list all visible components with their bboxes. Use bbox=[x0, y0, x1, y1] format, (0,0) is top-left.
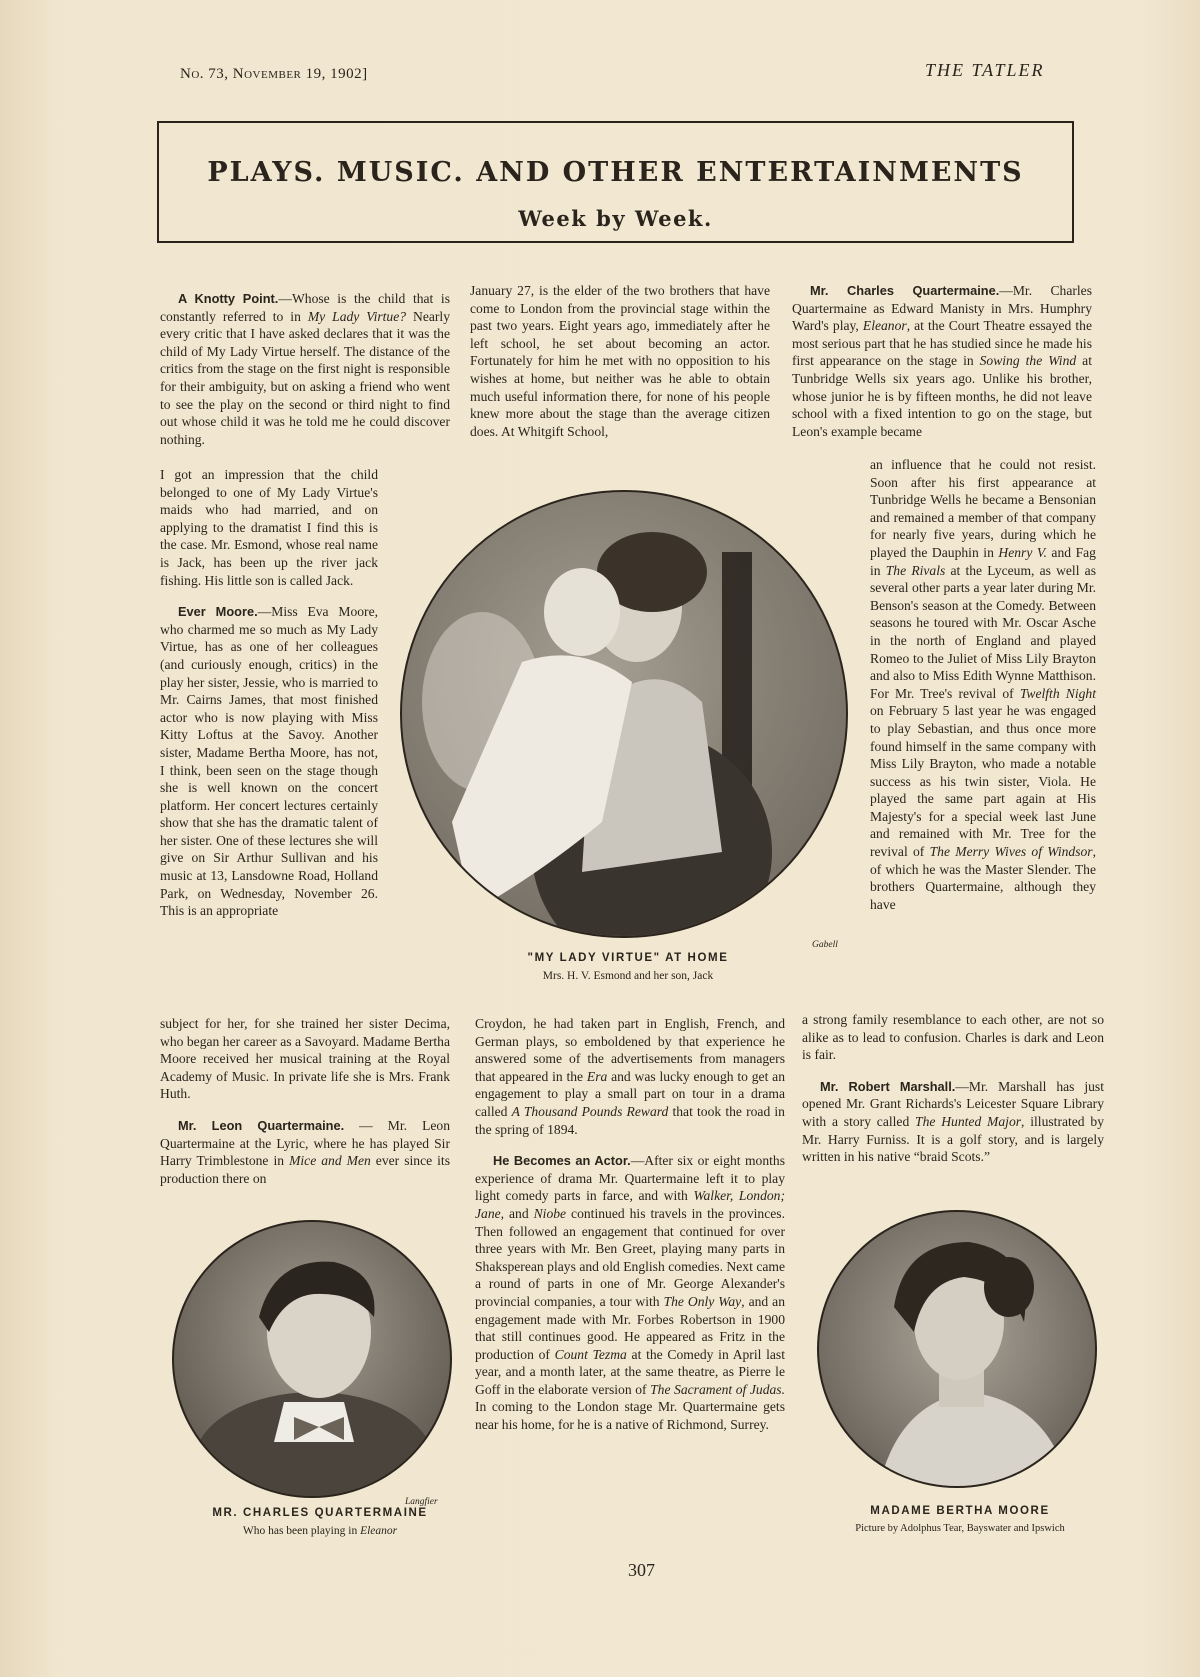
caption-right bbox=[805, 1505, 1115, 1534]
caption-left-sub-text: Who has been playing in bbox=[242, 1525, 358, 1537]
italic-title: My Lady Virtue? bbox=[307, 308, 407, 324]
column-3-narrow bbox=[870, 456, 1096, 921]
caption-center-sub: Mrs. H. V. Esmond and her son, Jack bbox=[542, 970, 714, 982]
text-run: and Fag in bbox=[870, 544, 1096, 578]
lead-leon-quartermaine: Mr. Leon Quartermaine. bbox=[178, 1117, 345, 1133]
column-1-bottom bbox=[160, 1015, 450, 1195]
paragraph-robert-marshall bbox=[802, 1078, 1104, 1166]
issue-line: No. 73, November 19, 1902] bbox=[180, 66, 368, 82]
paragraph-charles-cont bbox=[870, 456, 1096, 913]
text-run: — Mr. Leon Quartermaine at the Lyric, where he has played Sir Harry Trimblestone in bbox=[160, 1117, 451, 1169]
paragraph-croydon bbox=[475, 1015, 785, 1138]
lead-knotty-point: A Knotty Point. bbox=[178, 291, 279, 306]
italic-title: Count Tezma bbox=[554, 1346, 627, 1362]
italic-title: A Thousand Pounds Reward bbox=[511, 1103, 669, 1119]
portrait-man-icon bbox=[174, 1222, 450, 1496]
text-run: —Mr. Marshall has just opened Mr. Grant Richards's Leicester Square Library with a story called bbox=[802, 1078, 1104, 1129]
caption-left-title: MR. CHARLES QUARTERMAINE bbox=[212, 1507, 428, 1519]
text-run: an influence that he could not resist. Soon after his first appearance at Tunbridge Wells he became a Bensonian and remained a member of that company for nearly five years, during which he played the Dauphin in bbox=[870, 457, 1096, 560]
italic-title: Walker, London; Jane, bbox=[475, 1188, 785, 1221]
text-run: that took the road in the spring of 1894. bbox=[475, 1103, 785, 1137]
lead-robert-marshall: Mr. Robert Marshall. bbox=[820, 1078, 956, 1094]
text-run: , of which he was the Master Slender. The brothers Quartermaine, although they have bbox=[870, 844, 1096, 912]
italic-title: The Merry Wives of Windsor bbox=[929, 844, 1093, 860]
text-run: —Whose is the child that is constantly referred to in bbox=[160, 291, 450, 324]
paragraph-ever-moore bbox=[160, 603, 378, 920]
text-run: at Tunbridge Wells six years ago. Unlike his brother, whose junior he is by fifteen months, he did not leave school with a fixed intention to go on the stage, but Leon's example became bbox=[792, 353, 1092, 439]
magazine-name: THE TATLER bbox=[925, 60, 1045, 80]
text-run: continued his travels in the provinces. Then followed an engagement that continued for over three years with Mr. Ben Greet, playing many parts in Shaksperean plays and old English comedies. Next came a round of parts in one of Mr. George Alexander's provincial companies, a tour with bbox=[475, 1205, 785, 1309]
text-run: at the Lyceum, as well as several other parts a year later during Mr. Benson's season at the Comedy. Between seasons he toured with Mr. Oscar Asche in the north of England and played Romeo to the Juliet of Miss Lily Brayton and also to Miss Edith Wynne Matthison. For Mr. Tree's revival of bbox=[870, 562, 1096, 701]
column-2-bottom bbox=[475, 1015, 785, 1442]
text-run: ever since its production there on bbox=[160, 1153, 450, 1186]
page-subtitle: Week by Week. bbox=[518, 206, 713, 231]
italic-title: The Rivals bbox=[885, 562, 946, 578]
photo-mother-and-son bbox=[400, 490, 848, 938]
text-run: —After six or eight months experience of drama Mr. Quartermaine left it to play light comedy parts in farce, and with bbox=[475, 1153, 785, 1204]
caption-left bbox=[190, 1507, 450, 1537]
column-3-top bbox=[792, 282, 1092, 448]
italic-title: The Hunted Major bbox=[915, 1113, 1022, 1129]
italic-title: Twelfth Night bbox=[1019, 685, 1096, 701]
paragraph-leon-cont: January 27, is the elder of the two brothers that have come to London from the provincial stage within the past two years. Eight years ago, immediately after he left school, he set about becoming an actor. Fortunately for him he met with no opposition to his wishes at home, but neither was he able to obtain much useful information there, for none of his people knew more about the stage than the average citizen does. At Whitgift School, bbox=[470, 283, 770, 439]
paragraph-impression: I got an impression that the child belonged to one of My Lady Virtue's maids who had married, and on applying to the dramatist I find this is the case. Mr. Esmond, whose real name is Jack, has been up the river jack fishing. His little son is called Jack. bbox=[160, 467, 378, 588]
caption-left-sub-italic: Eleanor bbox=[360, 1525, 398, 1537]
column-2-top bbox=[470, 282, 770, 448]
portrait-woman-icon bbox=[819, 1212, 1095, 1486]
italic-title: Sowing the Wind bbox=[979, 353, 1077, 369]
page-number: 307 bbox=[628, 1560, 655, 1580]
italic-title: The Only Way bbox=[663, 1293, 742, 1309]
page-title: PLAYS. MUSIC. AND OTHER ENTERTAINMENTS bbox=[207, 157, 1024, 188]
text-run: , illustrated by Mr. Harry Furniss. It is a golf story, and is largely written in his native “braid Scots.” bbox=[802, 1113, 1104, 1165]
portrait-mother-child-icon bbox=[402, 492, 846, 936]
paragraph-leon-quartermaine bbox=[160, 1117, 450, 1187]
italic-title: The Sacrament of Judas. bbox=[650, 1381, 785, 1397]
credit-left: Langfier bbox=[405, 1497, 438, 1507]
paragraph-becomes-actor bbox=[475, 1152, 785, 1434]
italic-title: Eleanor bbox=[862, 318, 907, 334]
italic-title: Henry V. bbox=[998, 544, 1047, 560]
caption-right-credit: Picture by Adolphus Tear, Bayswater and Ipswich bbox=[855, 1523, 1065, 1534]
text-run: —Mr. Charles Quartermaine as Edward Manisty in Mrs. Humphry Ward's play, bbox=[792, 283, 1092, 334]
italic-title: Era bbox=[586, 1068, 608, 1084]
column-1-top bbox=[160, 290, 450, 456]
paragraph-family-resemblance: a strong family resemblance to each other, are not so alike as to lead to confusion. Charles is dark and Leon is fair. bbox=[802, 1012, 1104, 1063]
italic-title: Mice and Men bbox=[289, 1153, 371, 1169]
text-run: on February 5 last year he was engaged to play Sebastian, and thus once more found himself in the same company with Miss Lily Brayton, who made a notable success as his twin sister, Viola. He played the same part again at His Majesty's for a special week last June and remained with Mr. Tree for the revival of bbox=[870, 703, 1096, 860]
caption-right-title: MADAME BERTHA MOORE bbox=[870, 1505, 1050, 1517]
text-run: Nearly every critic that I have asked declares that it was the child of My Lady Virtue herself. The distance of the critics from the stage on the first night is responsible for their ambiguity, but on asking a friend who went to see the play on the second or third night to find out whose child it was he told me he could discover nothing. bbox=[160, 308, 450, 447]
credit-center: Gabell bbox=[812, 940, 838, 950]
photo-bertha-moore bbox=[817, 1210, 1097, 1488]
photo-charles-quartermaine bbox=[172, 1220, 452, 1498]
title-box bbox=[157, 121, 1074, 243]
text-run: Croydon, he had taken part in English, French, and German plays, so emboldened by that experience he answered some of the advertisements from managers that appeared in the bbox=[475, 1016, 785, 1084]
paragraph-knotty-point bbox=[160, 290, 450, 448]
text-run: at the Comedy in April last year, and a month later, at the same theatre, as Pierre le Goff in the elaborate version of bbox=[475, 1346, 785, 1397]
text-run: In coming to the London stage Mr. Quartermaine gets near his home, for he is a native of Richmond, Surrey. bbox=[475, 1399, 785, 1433]
paragraph-charles-quartermaine bbox=[792, 282, 1092, 440]
text-run: , and an engagement made with Mr. Forbes Robertson in 1900 that still continues good. He appeared as Fritz in the production of bbox=[475, 1293, 786, 1362]
text-run: and was lucky enough to get an engagement to play a small part on tour in a drama called bbox=[475, 1068, 785, 1119]
lead-ever-moore: Ever Moore. bbox=[178, 604, 258, 620]
paragraph-ever-moore-cont: subject for her, for she trained her sister Decima, who began her career as a Savoyard. Madame Bertha Moore received her musical training at the Royal Academy of Music. In private life she is Mrs. Frank Huth. bbox=[160, 1016, 450, 1102]
text-run: , at the Court Theatre essayed the most serious part that he has studied since he made his first appearance on the stage in bbox=[792, 318, 1092, 369]
italic-title: Niobe bbox=[533, 1205, 567, 1221]
text-run: —Miss Eva Moore, who charmed me so much as My Lady Virtue, has as one of her colleagues (and curiously enough, critics) in the play her sister, Jessie, who is married to Mr. Cairns James, that most finished actor who is now playing with Miss Kitty Loftus at the Savoy. Another sister, Madame Bertha Moore, has not, I think, been seen on the stage though she is well known on the concert platform. Her concert lectures certainly show that she has the dramatic talent of her sister. One of these lectures she will give on Sir Arthur Sullivan and his music at 13, Lansdowne Road, Holland Park, on Wednesday, November 26. This is an appropriate bbox=[160, 604, 378, 919]
lead-becomes-actor: He Becomes an Actor. bbox=[493, 1153, 631, 1169]
text-run: and bbox=[504, 1205, 534, 1221]
caption-center-title: "MY LADY VIRTUE" AT HOME bbox=[527, 952, 729, 964]
lead-charles-quartermaine: Mr. Charles Quartermaine. bbox=[810, 283, 1000, 298]
caption-left-sub bbox=[190, 1525, 450, 1537]
caption-center bbox=[478, 952, 778, 982]
column-3-bottom bbox=[802, 1011, 1104, 1174]
column-1-narrow bbox=[160, 466, 378, 928]
